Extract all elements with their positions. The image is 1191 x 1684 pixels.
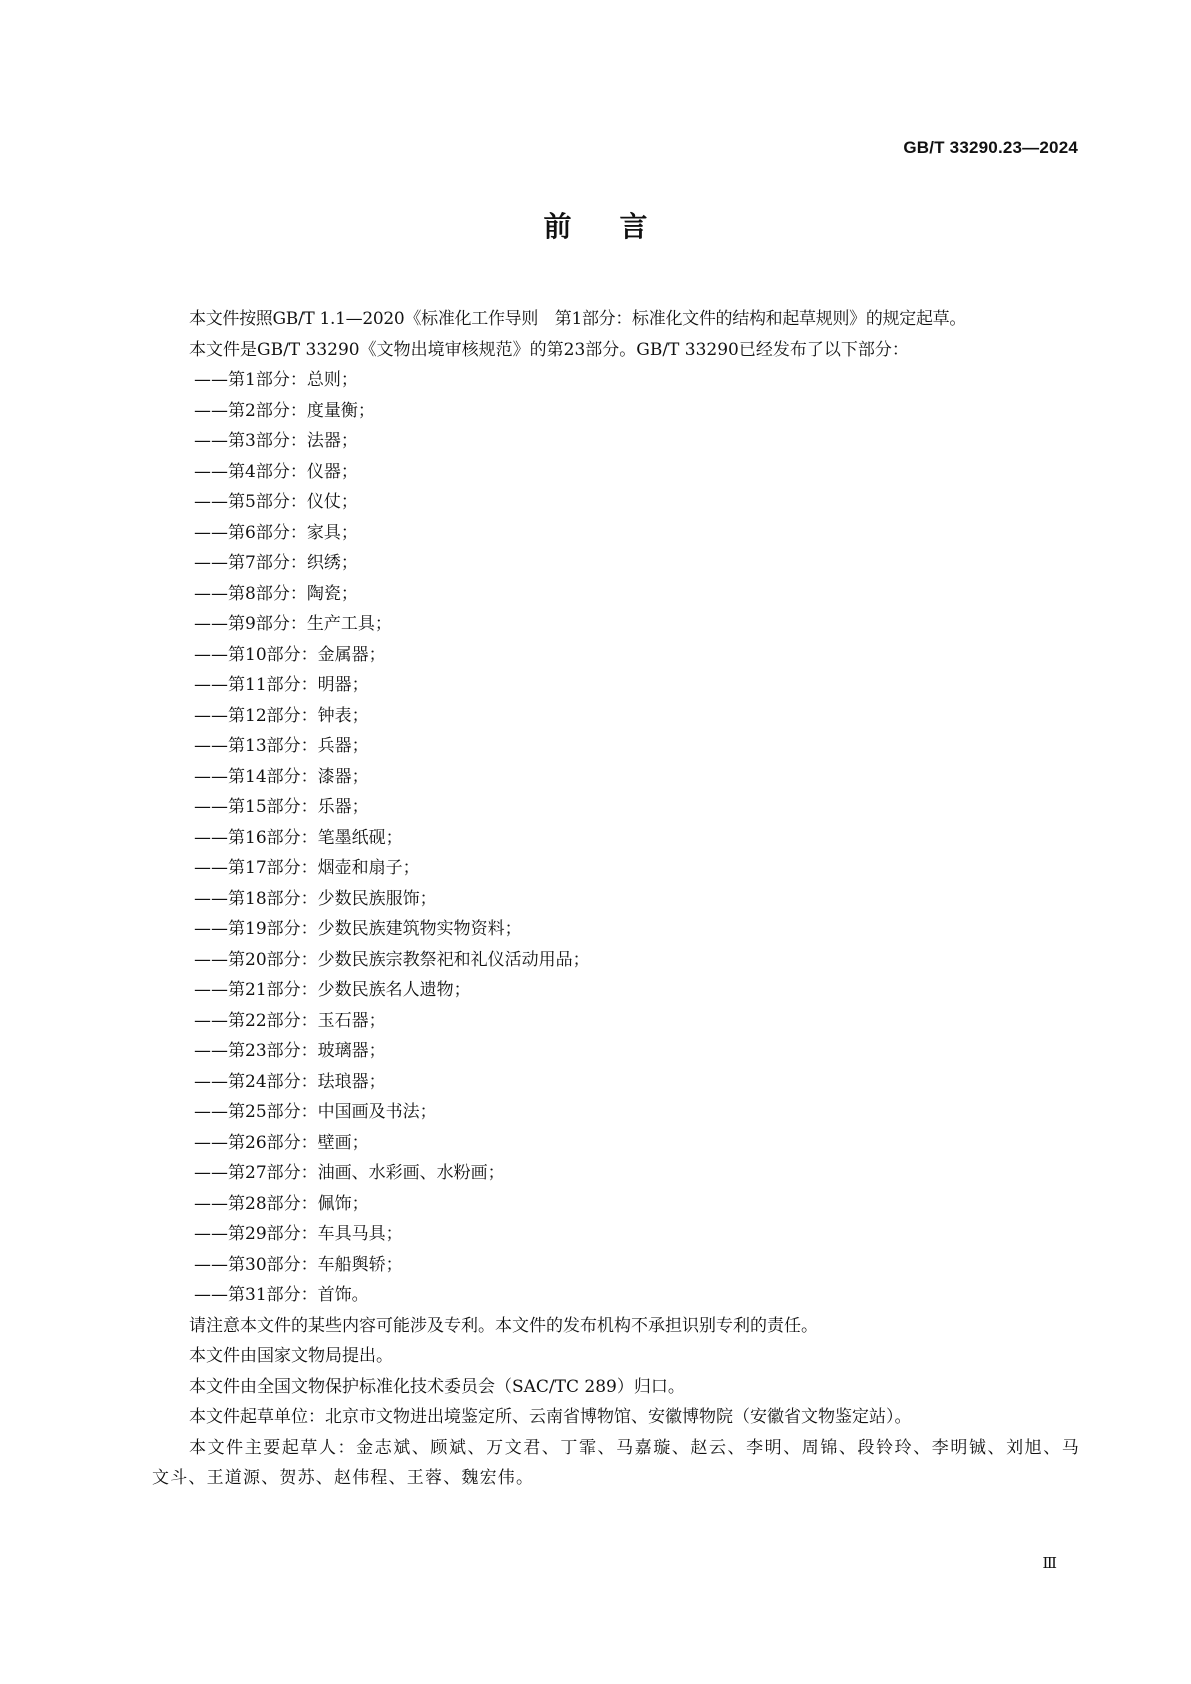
foreword-body bbox=[152, 304, 1080, 1494]
list-item bbox=[152, 1250, 1080, 1281]
part-label: 第25部分：中国画及书法； bbox=[228, 1102, 437, 1122]
list-dash: —— bbox=[194, 431, 228, 451]
part-label: 第3部分：法器； bbox=[228, 431, 358, 451]
part-label: 第18部分：少数民族服饰； bbox=[228, 888, 437, 909]
centralized-by: 本文件由全国文物保护标准化技术委员会（SAC/TC 289）归口。 bbox=[189, 1376, 685, 1397]
list-item bbox=[152, 975, 1080, 1006]
list-item bbox=[152, 823, 1080, 854]
part-label: 第7部分：织绣； bbox=[228, 553, 358, 573]
list-dash: —— bbox=[194, 1254, 228, 1275]
list-dash: —— bbox=[194, 675, 228, 695]
list-item bbox=[152, 1036, 1080, 1067]
list-dash: —— bbox=[194, 1163, 228, 1183]
list-item bbox=[152, 1189, 1080, 1220]
part-label: 第20部分：少数民族宗教祭祀和礼仪活动用品； bbox=[228, 949, 590, 970]
part-label: 第23部分：玻璃器； bbox=[228, 1041, 386, 1061]
part-label: 第6部分：家具； bbox=[228, 522, 358, 543]
list-item bbox=[152, 579, 1080, 610]
part-label: 第24部分：珐琅器； bbox=[228, 1071, 386, 1092]
part-label: 第30部分：车船舆轿； bbox=[228, 1254, 403, 1275]
list-item bbox=[152, 792, 1080, 823]
list-dash: —— bbox=[194, 461, 228, 482]
list-item bbox=[152, 396, 1080, 427]
list-dash: —— bbox=[194, 1285, 228, 1305]
part-label: 第9部分：生产工具； bbox=[228, 614, 392, 634]
standard-code: GB/T 33290.23—2024 bbox=[903, 138, 1078, 157]
list-dash: —— bbox=[194, 980, 228, 1000]
list-item bbox=[152, 1097, 1080, 1128]
list-item bbox=[152, 548, 1080, 579]
list-item bbox=[152, 365, 1080, 396]
list-dash: —— bbox=[194, 1224, 228, 1244]
list-dash: —— bbox=[194, 1041, 228, 1061]
list-dash: —— bbox=[194, 797, 228, 817]
list-item bbox=[152, 1219, 1080, 1250]
list-dash: —— bbox=[194, 583, 228, 604]
part-label: 第13部分：兵器； bbox=[228, 736, 369, 756]
patent-notice: 请注意本文件的某些内容可能涉及专利。本文件的发布机构不承担识别专利的责任。 bbox=[189, 1315, 818, 1336]
part-label: 第10部分：金属器； bbox=[228, 644, 386, 665]
list-dash: —— bbox=[194, 370, 228, 390]
part-label: 第8部分：陶瓷； bbox=[228, 583, 358, 604]
list-dash: —— bbox=[194, 766, 228, 787]
part-label: 第28部分：佩饰； bbox=[228, 1193, 369, 1214]
list-item bbox=[152, 1006, 1080, 1037]
part-label: 第5部分：仪仗； bbox=[228, 492, 358, 512]
part-label: 第11部分：明器； bbox=[228, 675, 369, 695]
list-item bbox=[152, 518, 1080, 549]
part-label: 第15部分：乐器； bbox=[228, 797, 369, 817]
list-dash: —— bbox=[194, 858, 228, 878]
list-item bbox=[152, 731, 1080, 762]
part-label: 第14部分：漆器； bbox=[228, 766, 369, 787]
part-label: 第29部分：车具马具； bbox=[228, 1224, 403, 1244]
list-item bbox=[152, 487, 1080, 518]
list-dash: —— bbox=[194, 705, 228, 726]
part-label: 第2部分：度量衡； bbox=[228, 400, 375, 421]
list-dash: —— bbox=[194, 827, 228, 848]
list-dash: —— bbox=[194, 400, 228, 421]
page-title: 前言 bbox=[543, 210, 696, 243]
list-item bbox=[152, 1067, 1080, 1098]
list-item bbox=[152, 1128, 1080, 1159]
main-drafters: 本文件主要起草人：金志斌、顾斌、万文君、丁霏、马嘉璇、赵云、李明、周锦、段铃玲、李明铖、刘旭、马文斗、王道源、贺苏、赵伟程、王蓉、魏宏伟。 bbox=[152, 1437, 1080, 1488]
proposed-by: 本文件由国家文物局提出。 bbox=[189, 1346, 393, 1366]
list-item bbox=[152, 701, 1080, 732]
list-item bbox=[152, 1280, 1080, 1311]
list-item bbox=[152, 426, 1080, 457]
part-label: 第1部分：总则； bbox=[228, 370, 358, 390]
list-dash: —— bbox=[194, 888, 228, 909]
part-label: 第26部分：壁画； bbox=[228, 1132, 369, 1153]
part-label: 第22部分：玉石器； bbox=[228, 1010, 386, 1031]
page-number: Ⅲ bbox=[1042, 1554, 1057, 1572]
part-label: 第17部分：烟壶和扇子； bbox=[228, 858, 420, 878]
part-label: 第12部分：钟表； bbox=[228, 705, 369, 726]
list-item bbox=[152, 670, 1080, 701]
list-dash: —— bbox=[194, 492, 228, 512]
list-dash: —— bbox=[194, 949, 228, 970]
list-dash: —— bbox=[194, 919, 228, 939]
list-dash: —— bbox=[194, 522, 228, 543]
list-dash: —— bbox=[194, 1193, 228, 1214]
list-item bbox=[152, 884, 1080, 915]
list-item bbox=[152, 762, 1080, 793]
list-dash: —— bbox=[194, 1010, 228, 1031]
list-dash: —— bbox=[194, 1071, 228, 1092]
list-item bbox=[152, 457, 1080, 488]
drafting-units: 本文件起草单位：北京市文物进出境鉴定所、云南省博物馆、安徽博物院（安徽省文物鉴定站）。 bbox=[189, 1407, 912, 1427]
list-dash: —— bbox=[194, 644, 228, 665]
intro-paragraph-1: 本文件按照GB/T 1.1—2020《标准化工作导则 第1部分：标准化文件的结构和起草规则》的规定起草。 bbox=[189, 309, 967, 329]
list-dash: —— bbox=[194, 553, 228, 573]
list-item bbox=[152, 914, 1080, 945]
list-item bbox=[152, 1158, 1080, 1189]
list-dash: —— bbox=[194, 1102, 228, 1122]
intro-paragraph-2: 本文件是GB/T 33290《文物出境审核规范》的第23部分。GB/T 33290已经发布了以下部分： bbox=[189, 339, 909, 360]
list-dash: —— bbox=[194, 1132, 228, 1153]
parts-list bbox=[152, 365, 1080, 1311]
part-label: 第16部分：笔墨纸砚； bbox=[228, 827, 403, 848]
part-label: 第27部分：油画、水彩画、水粉画； bbox=[228, 1163, 505, 1183]
list-item bbox=[152, 640, 1080, 671]
part-label: 第31部分：首饰。 bbox=[228, 1285, 369, 1305]
list-item bbox=[152, 609, 1080, 640]
part-label: 第19部分：少数民族建筑物实物资料； bbox=[228, 919, 522, 939]
list-dash: —— bbox=[194, 736, 228, 756]
part-label: 第4部分：仪器； bbox=[228, 461, 358, 482]
part-label: 第21部分：少数民族名人遗物； bbox=[228, 980, 471, 1000]
list-item bbox=[152, 853, 1080, 884]
list-item bbox=[152, 945, 1080, 976]
list-dash: —— bbox=[194, 614, 228, 634]
